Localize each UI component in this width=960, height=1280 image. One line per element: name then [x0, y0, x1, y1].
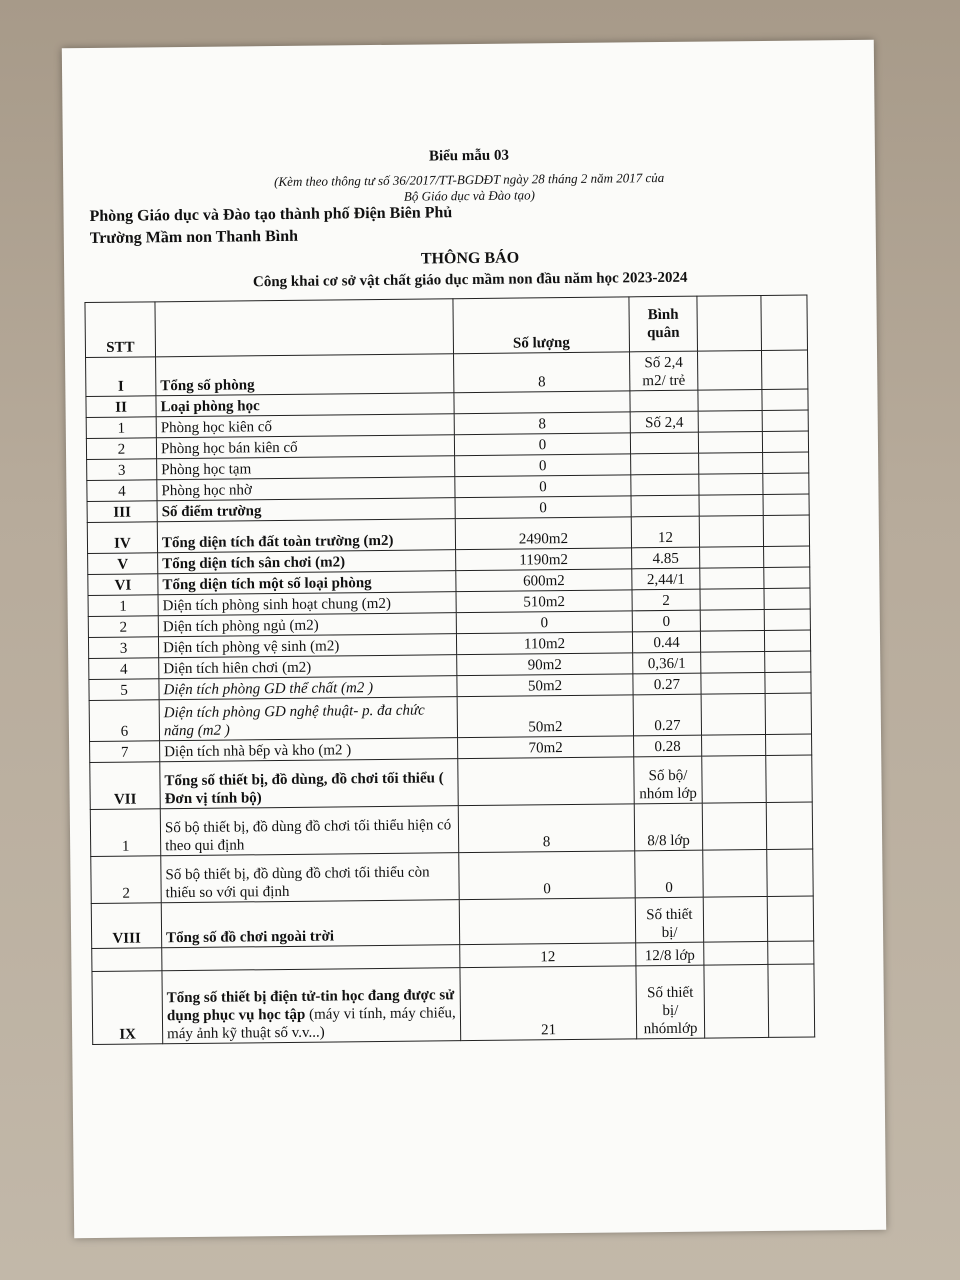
row-quantity: [454, 391, 630, 414]
school-name: Trường Mầm non Thanh Bình: [89, 227, 299, 248]
table-row: [91, 849, 813, 904]
table-header-row: [85, 295, 808, 358]
row-stt: 4: [87, 480, 157, 502]
row-average: 0: [632, 610, 700, 632]
row-stt: IV: [87, 522, 157, 554]
row-item-name: Tổng diện tích sân chơi (m2): [158, 550, 456, 574]
notice-title: THÔNG BÁO: [420, 249, 520, 268]
empty-cell: [698, 431, 762, 453]
row-quantity: 50m2: [457, 695, 633, 738]
empty-cell: [766, 734, 812, 755]
row-item-name: Tổng số phòng: [156, 354, 454, 396]
row-item-name: Phòng học kiên cố: [156, 414, 454, 438]
row-average: 0.44: [632, 631, 700, 653]
row-stt: 1: [88, 595, 158, 617]
row-quantity: [458, 757, 634, 806]
row-stt: 1: [90, 809, 160, 857]
department-name: Phòng Giáo dục và Đào tạo thành phố Điện Biên Phủ: [89, 204, 453, 226]
empty-cell: [700, 588, 764, 610]
row-quantity: 21: [460, 966, 637, 1041]
row-average: 12: [631, 516, 699, 548]
empty-cell: [701, 693, 765, 735]
row-quantity: 90m2: [457, 653, 633, 676]
column-header-average-line1: Bình: [647, 306, 679, 324]
empty-cell: [764, 588, 810, 609]
row-average: 2,44/1: [632, 568, 700, 590]
empty-cell: [704, 941, 768, 965]
row-stt: I: [86, 357, 156, 397]
row-stt: 7: [90, 741, 160, 763]
column-header-name: [155, 299, 454, 357]
empty-cell: [699, 494, 763, 516]
empty-cell: [700, 609, 764, 631]
row-item-name: Phòng học tạm: [157, 456, 455, 480]
row-stt: 1: [86, 417, 156, 439]
row-item-name: Tổng diện tích một số loại phòng: [158, 571, 456, 595]
row-average: 8/8 lớp: [634, 803, 702, 851]
row-item-name: Diện tích phòng vệ sinh (m2): [158, 634, 456, 658]
facilities-table: [84, 294, 815, 1045]
column-header-quantity: Số lượng: [453, 297, 630, 354]
circular-reference-line2: Bộ Giáo dục và Đào tạo): [403, 187, 535, 204]
row-stt: III: [87, 501, 157, 523]
empty-cell: [702, 755, 766, 803]
empty-cell: [766, 755, 812, 802]
row-item-name: Diện tích nhà bếp và kho (m2 ): [160, 738, 458, 762]
row-item-name: Loại phòng học: [156, 393, 454, 417]
row-stt: [92, 948, 162, 972]
row-stt: 2: [86, 438, 156, 460]
row-average: [631, 474, 699, 496]
empty-cell: [700, 546, 764, 568]
table-row: [92, 964, 815, 1045]
row-stt: IX: [92, 971, 163, 1045]
row-average: Số thiết bị/ nhómlớp: [636, 965, 705, 1039]
empty-cell: [762, 431, 808, 452]
empty-cell: [698, 389, 762, 411]
empty-cell: [765, 651, 811, 672]
empty-cell: [763, 452, 809, 473]
row-quantity: 0: [455, 454, 631, 477]
column-header-average: [629, 296, 698, 352]
row-stt: V: [88, 553, 158, 575]
row-quantity: 12: [460, 943, 636, 968]
empty-cell: [768, 941, 814, 964]
row-stt: 2: [91, 856, 161, 904]
row-average: 0: [635, 850, 703, 898]
circular-reference-line1: (Kèm theo thông tư số 36/2017/TT-BGDĐT ngày 28 tháng 2 năm 2017 của: [274, 169, 665, 190]
row-quantity: 1190m2: [456, 548, 632, 571]
row-average: [631, 495, 699, 517]
form-number: Biểu mẫu 03: [428, 147, 510, 165]
row-item-name: Diện tích phòng ngủ (m2): [158, 613, 456, 637]
row-quantity: 70m2: [458, 736, 634, 759]
row-average: 0.27: [633, 694, 701, 736]
empty-cell: [763, 494, 809, 515]
empty-cell: [701, 651, 765, 673]
row-item-name: Số bộ thiết bị, đồ dùng đồ chơi tối thiểu hiện có theo qui định: [160, 806, 458, 856]
empty-cell: [767, 896, 813, 941]
row-quantity: 0: [454, 433, 630, 456]
row-stt: VI: [88, 574, 158, 596]
empty-cell: [703, 896, 767, 942]
row-average: 0.27: [633, 673, 701, 695]
column-header-average-line2: quân: [646, 324, 680, 342]
empty-cell: [699, 515, 763, 547]
row-quantity: 50m2: [457, 674, 633, 697]
empty-cell: [766, 802, 812, 849]
row-item-name: [162, 968, 461, 1044]
row-stt: 3: [87, 459, 157, 481]
row-quantity: 2490m2: [455, 517, 631, 550]
empty-cell: [762, 410, 808, 431]
empty-cell: [702, 734, 766, 756]
document-page: [62, 40, 886, 1238]
empty-cell: [700, 567, 764, 589]
column-header-stt: STT: [85, 302, 156, 358]
row-average: Số 2,4: [630, 411, 698, 433]
row-item-name: Phòng học bán kiên cố: [156, 435, 454, 459]
row-quantity: 8: [458, 804, 634, 853]
row-stt: VII: [90, 762, 160, 810]
row-quantity: [459, 898, 635, 945]
row-average: [630, 390, 698, 412]
row-item-name-main: Tổng số thiết bị điện tử-tin học đang được sử dụng phục vụ học tập: [166, 987, 455, 1025]
empty-cell: [701, 672, 765, 694]
row-quantity: 0: [459, 851, 635, 900]
row-stt: 4: [89, 658, 159, 680]
table-row: [90, 755, 812, 810]
row-item-name: Diện tích phòng GD nghệ thuật- p. đa chức năng (m2 ): [159, 697, 457, 741]
empty-cell: [765, 693, 811, 734]
empty-cell: [697, 350, 761, 390]
table-row: [91, 896, 813, 949]
empty-cell: [765, 672, 811, 693]
row-stt: II: [86, 396, 156, 418]
row-average: Số thiết bị/: [635, 897, 703, 943]
row-quantity: 110m2: [456, 632, 632, 655]
row-item-name: Tổng số đồ chơi ngoài trời: [161, 900, 459, 948]
row-average: 2: [632, 589, 700, 611]
row-stt: VIII: [91, 903, 161, 949]
empty-cell: [764, 567, 810, 588]
empty-cell: [761, 350, 807, 389]
empty-cell: [761, 295, 808, 350]
empty-cell: [763, 515, 809, 546]
row-stt: 5: [89, 679, 159, 701]
row-average: 12/8 lớp: [636, 942, 704, 966]
empty-cell: [698, 410, 762, 432]
row-average: Số bộ/ nhóm lớp: [634, 756, 702, 804]
empty-cell: [763, 473, 809, 494]
row-item-name: [162, 945, 460, 971]
empty-cell: [702, 802, 766, 850]
row-quantity: 0: [455, 475, 631, 498]
notice-subtitle: Công khai cơ sở vật chất giáo dục mầm non đầu năm học 2023-2024: [252, 269, 688, 291]
empty-cell: [764, 546, 810, 567]
row-item-name: Tổng số thiết bị, đồ dùng, đồ chơi tối thiểu ( Đơn vị tính bộ): [160, 759, 458, 809]
empty-cell: [703, 849, 767, 897]
row-average: 4.85: [632, 547, 700, 569]
row-item-name: Số điểm trường: [157, 498, 455, 522]
row-quantity: 8: [454, 352, 630, 393]
empty-cell: [697, 295, 762, 351]
row-quantity: 0: [455, 496, 631, 519]
row-item-name: Số bộ thiết bị, đồ dùng đồ chơi tối thiểu còn thiếu so với qui định: [161, 853, 459, 903]
row-average: [631, 453, 699, 475]
empty-cell: [762, 389, 808, 410]
row-item-name: Diện tích phòng GD thể chất (m2 ): [159, 676, 457, 700]
row-quantity: 0: [456, 611, 632, 634]
row-average: 0.28: [634, 735, 702, 757]
empty-cell: [767, 849, 813, 896]
row-item-name: Tổng diện tích đất toàn trường (m2): [157, 519, 455, 553]
empty-cell: [699, 452, 763, 474]
empty-cell: [768, 964, 815, 1037]
table-row: [90, 802, 812, 857]
row-average: Số 2,4 m2/ trẻ: [630, 351, 698, 391]
row-average: 0,36/1: [633, 652, 701, 674]
empty-cell: [704, 964, 769, 1038]
row-stt: 6: [89, 700, 159, 742]
row-quantity: 8: [454, 412, 630, 435]
empty-cell: [764, 609, 810, 630]
row-quantity: 600m2: [456, 569, 632, 592]
row-item-name-detail: (máy vi tính, máy chiếu, máy ảnh kỹ thuật số v.v...): [167, 1005, 456, 1043]
empty-cell: [764, 630, 810, 651]
row-item-name: Phòng học nhờ: [157, 477, 455, 501]
row-item-name: Diện tích hiên chơi (m2): [159, 655, 457, 679]
empty-cell: [699, 473, 763, 495]
row-stt: 3: [88, 637, 158, 659]
empty-cell: [700, 630, 764, 652]
row-quantity: 510m2: [456, 590, 632, 613]
row-stt: 2: [88, 616, 158, 638]
row-item-name: Diện tích phòng sinh hoạt chung (m2): [158, 592, 456, 616]
row-average: [630, 432, 698, 454]
